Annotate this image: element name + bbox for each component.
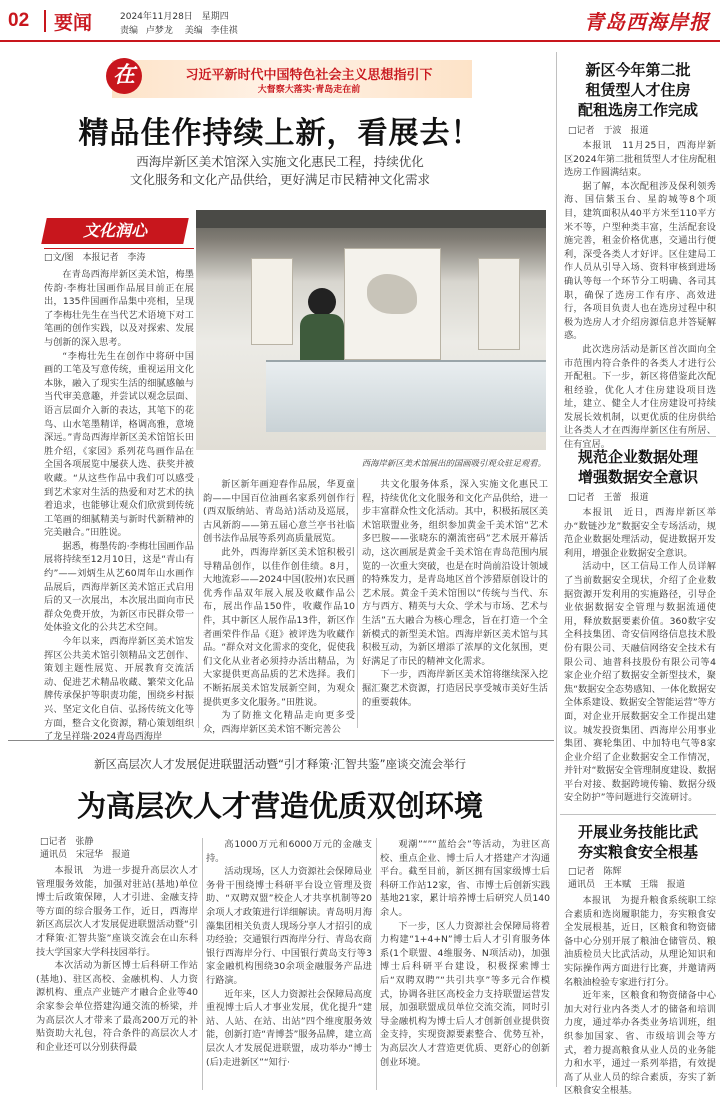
right1-headline-line2: 租赁型人才住房 <box>585 81 691 99</box>
bottom-kicker: 新区高层次人才发展促进联盟活动暨“引才释策·汇智共鉴”座谈交流会举行 <box>93 757 467 771</box>
paragraph: 此次选房活动是新区首次面向全市范围内符合条件的各类人才进行公开配租。下一步，新区将借鉴此次配租经验，优化人才住房建设项目选址，建立、健全人才住房建设可持续发展长效机制，以更优质的住房供给让各类人才在西海岸新区住有所居、住有宜居。 <box>564 343 716 451</box>
banner-line2: 大督察大落实·青岛走在前 <box>257 85 361 95</box>
editor-name: 卢梦龙 <box>145 26 173 36</box>
section-title: 要闻 <box>54 12 93 34</box>
bottom-col1 <box>36 864 198 1092</box>
main-byline: □文/图 本报记者 李涛 <box>44 253 146 263</box>
paragraph: 共文化服务体系，深入实施文化惠民工程，持续优化文化服务和文化产品供给，进一步丰富群众性文化活动。其中，积极拓展区美术馆联盟业务，组织参加黄金千美术馆“艺术多巴胺——张晓东的潮流密码”艺术展开幕活动，这次画展是黄金千美术馆在青岛范围内展览的一次重大突破，也是在时尚前沿设计领域的特殊发力，是青岛地区首个涉猎原创设计的艺术展。黄金千美术馆围以“传统与当代、东方与西方、精英与大众、学术与市场、艺术与生活”五大融合为核心理念，旨在打造一个全新模式的新型美术馆。西海岸新区美术馆与其积极互动，为新区增添了浓厚的文化氛围，更好满足了市民的精神文化需求。 <box>362 479 548 667</box>
right1-headline-line3: 配租选房工作完成 <box>577 101 698 119</box>
right2-headline <box>560 447 716 487</box>
editor-label: 责编 <box>120 26 139 36</box>
paragraph: 下一步，西海岸新区美术馆将继续深入挖掘汇聚艺术资源，打造居民享受城市美好生活的重要载体。 <box>362 669 548 708</box>
right2-headline-line1: 规范企业数据处理 <box>577 448 698 466</box>
right1-headline <box>560 60 716 120</box>
banner-line1: 习近平新时代中国特色社会主义思想指引下 <box>185 68 433 83</box>
main-headline: 精品佳作持续上新，看展去！ <box>78 116 482 151</box>
main-subhead <box>10 153 550 189</box>
paragraph: 本报讯 为进一步提升高层次人才管理服务效能，加强对驻站(基地)单位博士后政策保障，人才引进、金融支持等方面的综合服务工作，近日，西海岸新区高层次人才发展促进联盟活动暨“引才释策·汇智共鉴”座谈交流会在山东科技大学国家大学科技园举行。 <box>36 865 198 958</box>
column-tag-label: 文化润心 <box>82 221 147 240</box>
paragraph: 今年以来，西海岸新区美术馆发挥区公共美术馆引领精品文艺创作、策划主题性展览、开展教育交流活动、促进艺术精品收藏、繁荣文化品牌传承保护等职责功能，围绕乡村振兴、坚定文化自信、弘扬传统文化等方面，整合文化资源，精心策划组织了龙呈祥瑞·2024青岛西海岸 <box>44 636 194 743</box>
paragraph: 活动中，区工信局工作人员详解了当前数据安全现状，介绍了企业数据资源开发利用的实施路径，引导企业依据数据安全管理与数据流通使用，释放数据要素价值。360数字安全科技集团、奇安信网络信息技术股份有限公司、天融信网络安全技术有限公司、迪普科技股份有限公司等4家企业介绍了数据安全新型技术，聚焦“数据安全态势感知、一体化数据安全体系建设、数据安全智能运营”等方面，对企业开展数据安全工作提出建议。城发投资集团、西海岸公用事业集团、赛轮集团、中加特电气等8家企业介绍了企业数据安全工作情况，并针对“数据安全管理制度建设、数据平台对接、数据跨境传输、数据分级安全防护”等问题进行交流研讨。 <box>564 561 716 804</box>
right2-body <box>564 506 716 808</box>
right1-byline: □记者 于波 报道 <box>568 126 649 136</box>
display-case <box>266 360 546 432</box>
right3-headline <box>560 822 716 862</box>
paragraph: 本报讯 近日，西海岸新区举办“数链沙龙”数据安全专场活动，规范企业数据处理活动，促进数据开发利用，增强企业数据安全意识。 <box>564 507 716 559</box>
paragraph: 活动现场，区人力资源社会保障局业务骨干围绕博士科研平台设立管理及资助、“双聘双盟”校企人才共享机制等20余项人才政策进行详细解读。青岛明月海藻集团相关负责人现场分享人才招引的成功经验；交通银行西海岸分行、青岛农商银行西海岸分行、中国银行黄岛支行等3家金融机构围绕30余项金融服务产品进行路演。 <box>206 866 372 986</box>
paragraph: 本报讯 11月25日，西海岸新区2024年第二批租赁型人才住房配租选房工作圆满结束。 <box>564 140 717 179</box>
exhibition-photo <box>196 210 546 450</box>
paragraph: 新区新年画迎春作品展，华夏童韵——中国百位油画名家系列创作行(西双版纳站、青岛站)活动及巡展，古风新韵——第五届心意兰亭书社临创书法作品展等系列高质量展览。 <box>203 479 355 545</box>
date: 2024年11月28日 <box>120 12 193 22</box>
bottom-byline-1: □记者 张静 <box>40 837 94 847</box>
paragraph: 据悉，梅墨传韵·李梅壮国画作品展将持续至12月10日，这是“青山有约”——刘炳生从艺60周年山水画作品展后，西海岸新区美术馆正式启用后的又一次展出，本次展出面向市民群众免费开放，为新区市民群众带一处体验文化的公共艺术空间。 <box>44 540 194 634</box>
issue-date <box>120 9 229 22</box>
subhead-line-2: 文化服务和文化产品供给，更好满足市民精神文化需求 <box>129 172 430 187</box>
page-number: 02 <box>8 10 30 31</box>
right3-byline-1: □记者 陈辉 <box>568 867 622 877</box>
right3-headline-line1: 开展业务技能比武 <box>577 823 698 841</box>
bottom-headline: 为高层次人才营造优质双创环境 <box>76 789 483 823</box>
right2-byline: □记者 王蕾 报道 <box>568 493 649 503</box>
paragraph: “李梅壮先生在创作中将研中国画的工笔及写意传统，重视运用文化本脉，融入了现实生活的细腻感触与当代审美意趣，并尝试以观念层面、语言层面介入新的表达，其笔下的花鸟、山水笔墨精详，格调高雅，意境深远。”青岛西海岸新区美术馆馆长田胜介绍，《家园》系列花鸟画作品在全国各项展览中屡获人选、获奖并被收藏。“从这些作品中我们可以感受到艺术家对生活的热爱和对艺术的执着追求，也能够让观众们欣赏到传统工笔画的细腻精美与新时代新精神的完美融合。”田胜说。 <box>44 350 194 539</box>
paper-name: 青岛西海岸报 <box>584 10 710 34</box>
slogan-banner <box>112 60 472 98</box>
main-col2 <box>203 478 355 735</box>
right3-byline <box>568 866 716 892</box>
right3-body <box>564 894 716 1097</box>
subhead-line-1: 西海岸新区美术馆深入实施文化惠民工程，持续优化 <box>136 154 424 169</box>
main-col3 <box>362 478 548 730</box>
paragraph: 近年来，区人力资源社会保障局高度重视博士后人才事业发展，优化提升“建站、人站、在站、出站”四个维度服务效能，创新打造“青博荟”服务品牌，建立高层次人才发展促进联盟，成功举办“博士(后)走进新区”“知行· <box>206 988 372 1068</box>
right2-headline-line2: 增强数据安全意识 <box>577 468 698 486</box>
main-col1 <box>44 268 194 743</box>
paragraph: 下一步，区人力资源社会保障局将着力构建“1+4+N”博士后人才引育服务体系(1个联盟、4维服务、N项活动)，加强博士后科研平台建设，积极探索博士后“双聘双聘”“共引共享”等多元合作模式，协调各驻区高校金力支持联盟运营发展，加强联盟成员单位交流交流，同时引导金融机构为博士后人才创新创业提供资金支持，实现资源要素整合、优势互补，为高层次人才营造更优质、更舒心的创新创业环境。 <box>380 920 550 1068</box>
bottom-col2 <box>206 838 372 1092</box>
designer-label: 美编 <box>184 26 203 36</box>
editor-credits <box>120 23 238 36</box>
paragraph: 本次活动为新区博士后科研工作站(基地)、驻区高校、金融机构、人力资源机构、重点产业链产才融合企业等40余家参会单位搭建沟通交流的桥梁，并为高层次人才带来了最高200万元的补贴资助大礼包，符合条件的高层次人才和企业还可以分别获得最 <box>36 960 198 1053</box>
weekday: 星期四 <box>201 12 229 22</box>
painting-center <box>344 248 441 360</box>
bottom-byline-2: 通讯员 宋冠华 报道 <box>40 850 131 860</box>
paragraph: 在青岛西海岸新区美术馆，梅墨传韵·李梅壮国画作品展目前正在展出，135件国画作品集中亮相，呈现了李梅壮先生在当代艺术语境下对工笔画的创作实践，以及对探索、发展与创新的深入思考。 <box>44 269 194 348</box>
painting-right <box>478 258 520 350</box>
right1-headline-line1: 新区今年第二批 <box>585 61 691 79</box>
paragraph: 近年来，区粮食和物资储备中心加大对行业内各类人才的储备和培训力度，通过举办各类业务培训班，组织参加国家、省、市级培训会等方式，着力提高粮食从业人员的业务能力和水平，通过一系列举措，有效提高了从业人员的综合素质，夯实了新区粮食安全根基。 <box>564 990 716 1097</box>
paragraph: 为了防推文化精品走向更多受众，西海岸新区美术馆不断完善公 <box>203 710 355 735</box>
masthead <box>0 0 720 42</box>
right3-byline-2: 通讯员 王本赋 王瑞 报道 <box>568 880 686 890</box>
column-tag <box>41 218 189 244</box>
designer-name: 李佳祺 <box>210 26 238 36</box>
right3-headline-line2: 夯实粮食安全根基 <box>577 843 698 861</box>
right1-body <box>564 139 717 451</box>
paragraph: 本报讯 为提升粮食系统职工综合素质和选岗履职能力，夯实粮食安全发展根基，近日，区粮食和物资储备中心分别开展了粮油仓储管员、粮油质检员大比武活动，从理论知识和实际操作两方面进行比赛，并邀请两名粮油检验专家进行打分。 <box>564 895 716 988</box>
paragraph: 此外，西海岸新区美术馆积极引导精品创作，以佳作创佳绩。8月，大地流彩——2024中国(胶州)农民画优秀作品双年展入展及收藏作品公布，展出作品150件，收藏作品10件，其中新区人展作品13件，新区作者画荣件作品《逛》被评选为收藏作品。“群众对文化需求的变化，促使我们文化从业者必须持办活出精品，为大家提供更高品质的艺术选择。我们不断拓展美术馆发展新空间，为观众提供更多文化服务。”田胜说。 <box>203 546 355 708</box>
visitor-figure <box>308 288 336 316</box>
photo-caption: 西海岸新区美术馆展出的国画吸引观众驻足观看。 <box>361 458 546 468</box>
paragraph: 高1000万元和6000万元的金融支持。 <box>206 839 372 864</box>
bottom-byline <box>40 836 200 862</box>
paragraph: 观潮”“”“蓝给会”等活动，为驻区高校、重点企业、博士后人才搭建产才沟通平台。截至目前，新区拥有国家级博士后科研工作站12家，省、市博士后创新实践基地21家，累计培养博士后研究人员140余人。 <box>380 839 550 918</box>
paragraph: 据了解，本次配租涉及保利领秀海、国信紫玉台、星韵城等8个项目，建筑面积从40平方米至110平方米不等，户型种类丰富，生活配套设施完善，租金价格优惠，交通出行便利，深受各类人才好评。区住建局工作人员从引导入场、资料审核到进场确认等每一个环节分工明确、各司其职，确保了选房工作有序、高效进行，各项目负责人也在选房过程中积极为选房人才介绍房源信息并答疑解惑。 <box>564 180 716 342</box>
painting-left <box>251 258 293 345</box>
bottom-col3 <box>380 838 550 1092</box>
banner-prefix: 在 <box>106 58 142 94</box>
